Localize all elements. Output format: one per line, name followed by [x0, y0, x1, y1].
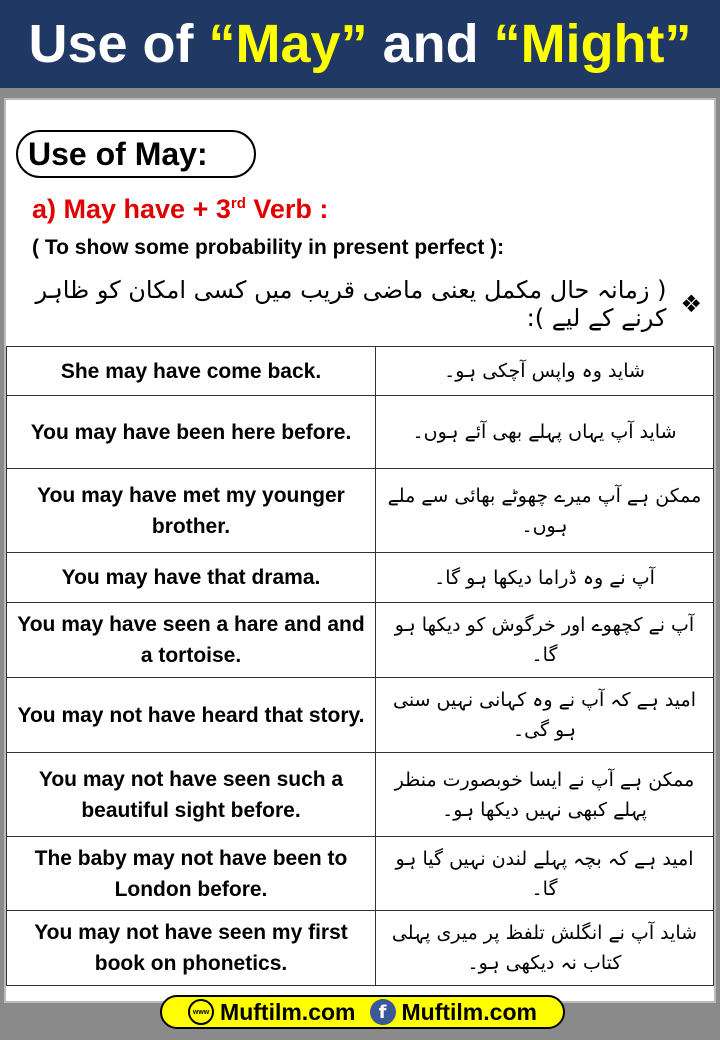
table-row — [7, 753, 714, 837]
english-sentence: You may have met my younger brother. — [7, 469, 376, 553]
facebook-link[interactable]: f Muftilm.com — [370, 999, 537, 1026]
english-sentence: You may have been here before. — [7, 396, 376, 469]
urdu-translation: شاید وہ واپس آچکی ہو۔ — [376, 347, 714, 396]
table-row — [7, 678, 714, 753]
urdu-translation: آپ نے کچھوے اور خرگوش کو دیکھا ہو گا۔ — [376, 603, 714, 678]
urdu-translation: شاید آپ نے انگلش تلفظ پر میری پہلی کتاب نہ دیکھی ہو۔ — [376, 911, 714, 986]
urdu-translation: شاید آپ یہاں پہلے بھی آئے ہوں۔ — [376, 396, 714, 469]
urdu-translation: امید ہے کہ آپ نے وہ کہانی نہیں سنی ہو گی۔ — [376, 678, 714, 753]
globe-icon: www — [188, 999, 214, 1025]
english-sentence: You may not have seen my first book on phonetics. — [7, 911, 376, 986]
usage-note: ( To show some probability in present perfect ): — [32, 236, 505, 259]
english-sentence: The baby may not have been to London before. — [7, 837, 376, 911]
website-link[interactable]: www Muftilm.com — [188, 999, 355, 1026]
header-may: “May” — [208, 14, 368, 74]
english-sentence: She may have come back. — [7, 347, 376, 396]
footer-banner — [160, 995, 565, 1029]
table-row — [7, 837, 714, 911]
urdu-note — [6, 276, 702, 332]
subheading: a) May have + 3rd Verb : — [32, 194, 329, 224]
english-sentence: You may not have heard that story. — [7, 678, 376, 753]
english-sentence: You may not have seen such a beautiful sight before. — [7, 753, 376, 837]
english-sentence: You may have that drama. — [7, 553, 376, 603]
urdu-translation: امید ہے کہ بچہ پہلے لندن نہیں گیا ہو گا۔ — [376, 837, 714, 911]
urdu-translation: ممکن ہے آپ نے ایسا خوبصورت منظر پہلے کبھی نہیں دیکھا ہو۔ — [376, 753, 714, 837]
content-card — [4, 98, 716, 1003]
table-row — [7, 396, 714, 469]
page-header — [0, 0, 720, 88]
urdu-note-text: ( زمانہ حال مکمل یعنی ماضی قریب میں کسی امکان کو ظاہر کرنے کے لیے ): — [35, 276, 667, 332]
header-text-and: and — [367, 14, 494, 74]
table-row — [7, 347, 714, 396]
table-row — [7, 469, 714, 553]
table-row — [7, 553, 714, 603]
diamond-cluster-icon: ❖ — [680, 290, 702, 318]
urdu-translation: ممکن ہے آپ میرے چھوٹے بھائی سے ملے ہوں۔ — [376, 469, 714, 553]
header-text: Use of — [28, 14, 194, 74]
facebook-icon: f — [370, 999, 396, 1025]
urdu-translation: آپ نے وہ ڈراما دیکھا ہو گا۔ — [376, 553, 714, 603]
header-might: “Might” — [493, 14, 692, 74]
table-row — [7, 911, 714, 986]
table-row — [7, 603, 714, 678]
examples-table — [6, 346, 714, 986]
english-sentence: You may have seen a hare and and a tortoise. — [7, 603, 376, 678]
section-title: Use of May: — [16, 130, 256, 178]
